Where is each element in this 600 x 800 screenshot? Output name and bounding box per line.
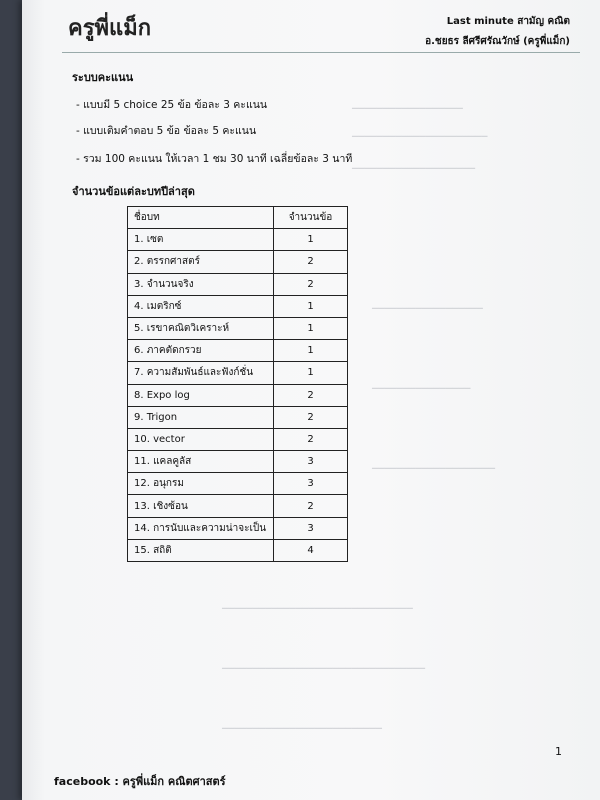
topic-count: 3 [274, 451, 348, 473]
show-through-text: ▁▁▁▁▁▁▁▁▁▁▁▁▁▁▁▁▁▁▁▁ [352, 160, 476, 169]
page-number: 1 [555, 745, 562, 758]
scoring-item: - แบบมี 5 choice 25 ข้อ ข้อละ 3 คะแนน [76, 99, 268, 111]
table-row [128, 229, 348, 251]
show-through-text: ▁▁▁▁▁▁▁▁▁▁▁▁▁▁▁▁▁▁▁▁▁▁▁▁▁▁ [222, 720, 382, 729]
topic-name: 12. อนุกรม [128, 473, 274, 495]
topic-name: 1. เซต [128, 229, 274, 251]
topic-name: 6. ภาคตัดกรวย [128, 340, 274, 362]
document-page [22, 0, 600, 800]
topic-name: 11. แคลคูลัส [128, 451, 274, 473]
show-through-text: ▁▁▁▁▁▁▁▁▁▁▁▁▁▁▁▁▁▁ [372, 300, 483, 309]
topic-count: 4 [274, 539, 348, 561]
header-info [425, 12, 570, 52]
topic-name: 4. เมตริกซ์ [128, 295, 274, 317]
topic-name: 7. ความสัมพันธ์และฟังก์ชั่น [128, 362, 274, 384]
topic-name: 10. vector [128, 428, 274, 450]
topic-name: 14. การนับและความน่าจะเป็น [128, 517, 274, 539]
topic-count: 1 [274, 295, 348, 317]
table-row [128, 495, 348, 517]
topic-count: 2 [274, 428, 348, 450]
footer-facebook: facebook : ครูพี่แม็ก คณิตศาสตร์ [54, 775, 226, 788]
topic-count: 2 [274, 406, 348, 428]
topic-count: 2 [274, 273, 348, 295]
brand-title: ครูพี่แม็ก [68, 16, 152, 41]
scoring-item: - รวม 100 คะแนน ให้เวลา 1 ชม 30 นาที เฉลี่ยข้อละ 3 นาที [76, 153, 353, 165]
show-through-text: ▁▁▁▁▁▁▁▁▁▁▁▁▁▁▁▁▁▁▁▁▁▁▁▁▁▁▁▁▁▁▁▁▁ [222, 660, 426, 669]
table-row [128, 384, 348, 406]
teacher-name: อ.ชยธร ลีศรีศรัณวักษ์ (ครูพี่แม็ก) [425, 36, 570, 47]
topic-count: 2 [274, 495, 348, 517]
show-through-text: ▁▁▁▁▁▁▁▁▁▁▁▁▁▁▁▁▁▁▁▁ [372, 460, 496, 469]
topic-count: 1 [274, 229, 348, 251]
table-header-row [128, 207, 348, 229]
scoring-item: - แบบเติมคำตอบ 5 ข้อ ข้อละ 5 คะแนน [76, 125, 257, 137]
header-divider [62, 52, 580, 53]
table-row [128, 295, 348, 317]
table-row [128, 539, 348, 561]
topic-name: 5. เรขาคณิตวิเคราะห์ [128, 317, 274, 339]
table-row [128, 428, 348, 450]
table-row [128, 251, 348, 273]
topic-name: 2. ตรรกศาสตร์ [128, 251, 274, 273]
table-row [128, 317, 348, 339]
topic-count: 3 [274, 473, 348, 495]
table-row [128, 406, 348, 428]
topic-count: 3 [274, 517, 348, 539]
table-row [128, 473, 348, 495]
topic-count: 2 [274, 384, 348, 406]
topic-name: 15. สถิติ [128, 539, 274, 561]
table-row [128, 273, 348, 295]
course-title: Last minute สามัญ คณิต [446, 16, 570, 27]
topic-name: 13. เชิงซ้อน [128, 495, 274, 517]
topic-name: 8. Expo log [128, 384, 274, 406]
topics-title: จำนวนข้อแต่ละบทปีล่าสุด [72, 185, 195, 198]
topics-table [127, 206, 348, 562]
scoring-title: ระบบคะแนน [72, 71, 134, 84]
table-row [128, 517, 348, 539]
show-through-text: ▁▁▁▁▁▁▁▁▁▁▁▁▁▁▁▁ [372, 380, 471, 389]
show-through-text: ▁▁▁▁▁▁▁▁▁▁▁▁▁▁▁▁▁▁ [352, 100, 463, 109]
show-through-text: ▁▁▁▁▁▁▁▁▁▁▁▁▁▁▁▁▁▁▁▁▁▁ [352, 128, 488, 137]
table-row [128, 340, 348, 362]
topic-count: 1 [274, 317, 348, 339]
topic-count: 2 [274, 251, 348, 273]
table-row [128, 362, 348, 384]
show-through-text: ▁▁▁▁▁▁▁▁▁▁▁▁▁▁▁▁▁▁▁▁▁▁▁▁▁▁▁▁▁▁▁ [222, 600, 413, 609]
table-row [128, 451, 348, 473]
topic-name: 9. Trigon [128, 406, 274, 428]
column-header-count: จำนวนข้อ [274, 207, 348, 229]
topic-count: 1 [274, 340, 348, 362]
topic-name: 3. จำนวนจริง [128, 273, 274, 295]
topic-count: 1 [274, 362, 348, 384]
column-header-topic: ชื่อบท [128, 207, 274, 229]
